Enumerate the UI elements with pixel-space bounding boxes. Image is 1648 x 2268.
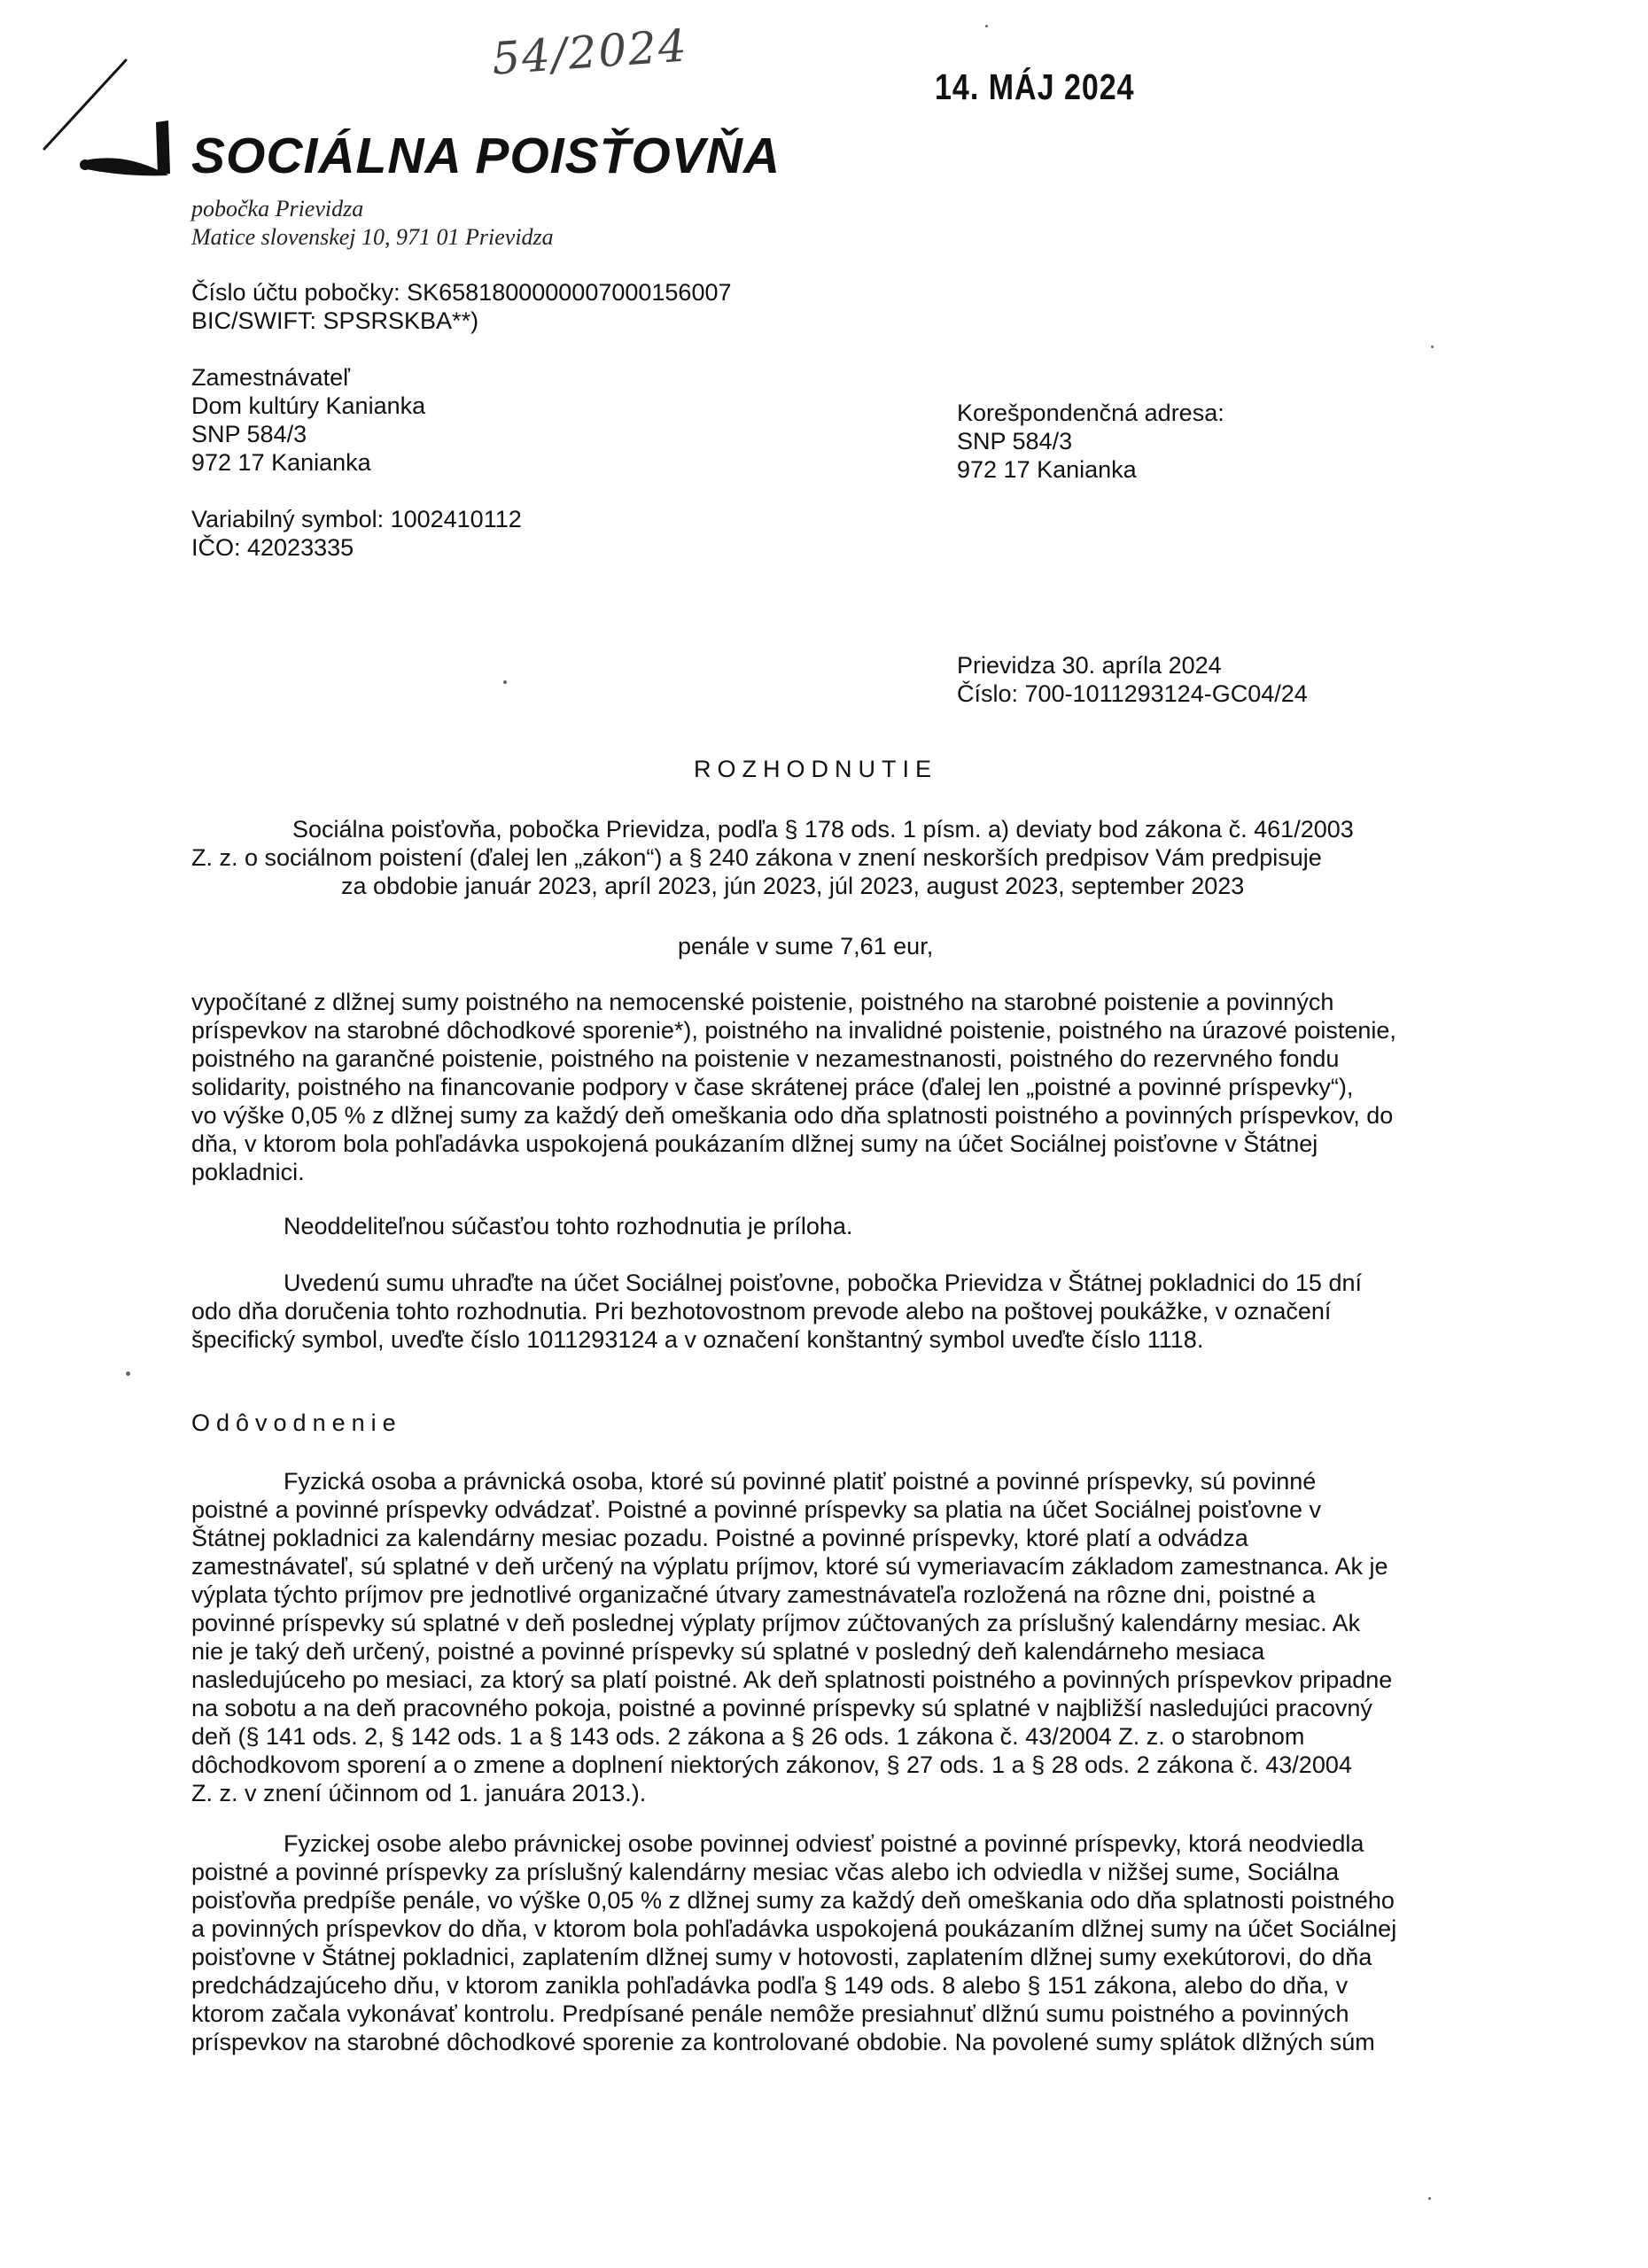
calculation-paragraph <box>191 988 1436 1186</box>
scan-speck <box>503 680 507 684</box>
correspondence-city: 972 17 Kanianka <box>957 456 1137 483</box>
reasoning-line: poistné a povinné príspevky odvádzať. Poistné a povinné príspevky sa platia na účet Sociálnej poisťovne v <box>191 1496 1322 1523</box>
scan-speck <box>126 1371 130 1376</box>
reasoning-line: výplata týchto príjmov pre jednotlivé organizačné útvary zamestnávateľa rozložená na rôzne dni, poistné a <box>191 1581 1316 1608</box>
calculation-line: vypočítané z dlžnej sumy poistného na nemocenské poistenie, poistného na starobné poistenie a povinných <box>191 989 1334 1015</box>
calculation-line: poistného na garančné poistenie, poistného na poistenie v nezamestnanosti, poistného do rezervného fondu <box>191 1045 1340 1072</box>
calculation-line: vo výške 0,05 % z dlžnej sumy za každý deň omeškania odo dňa splatnosti poistného a povinných príspevkov, do <box>191 1102 1394 1129</box>
reasoning-line: poisťovne v Štátnej pokladnici, zaplatením dlžnej sumy v hotovosti, zaplatením dlžnej sumy exekútorovi, do dňa <box>191 1944 1372 1970</box>
reasoning-line: poisťovňa predpíše penále, vo výške 0,05 % z dlžnej sumy za každý deň omeškania odo dňa splatnosti poistného <box>191 1887 1395 1914</box>
reasoning-line: nie je taký deň určený, poistné a povinné príspevky sú splatné v posledný deň kalendárneho mesiaca <box>191 1638 1265 1665</box>
reasoning-paragraph-1 <box>191 1467 1436 1807</box>
payment-line: odo dňa doručenia tohto rozhodnutia. Pri bezhotovostnom prevode alebo na poštovej poukážke, v označení <box>191 1298 1332 1324</box>
reasoning-line: na sobotu a na deň pracovného pokoja, poistné a povinné príspevky sú splatné v najbližší nasledujúci pracovný <box>191 1695 1372 1721</box>
penalty-amount: penále v sume 7,61 eur, <box>678 933 934 959</box>
calculation-line: príspevkov na starobné dôchodkové sporenie*), poistného na invalidné poistenie, poistného na úrazové poistenie, <box>191 1017 1396 1044</box>
payment-paragraph <box>191 1269 1436 1354</box>
ico-number: IČO: 42023335 <box>191 534 354 561</box>
reasoning-line: poistné a povinné príspevky za príslušný kalendárny mesiac včas alebo ich odviedla v nižšej sume, Sociálna <box>191 1859 1340 1885</box>
correspondence-label: Korešpondenčná adresa: <box>957 400 1224 426</box>
social-insurance-logo-icon <box>35 44 186 186</box>
handwritten-registry-note: 54/2024 <box>490 19 690 85</box>
correspondence-street: SNP 584/3 <box>957 428 1073 454</box>
attachment-note: Neoddeliteľnou súčasťou tohto rozhodnutia je príloha. <box>284 1213 853 1239</box>
intro-line-2: Z. z. o sociálnom poistení (ďalej len „zákon“) a § 240 zákona v znení neskorších predpisov Vám predpisuje <box>191 844 1322 871</box>
institution-name: SOCIÁLNA POISŤOVŇA <box>191 128 781 184</box>
reasoning-line: a povinných príspevkov do dňa, v ktorom bola pohľadávka uspokojená poukázaním dlžnej sumy na účet Sociálnej <box>191 1915 1397 1942</box>
employer-label: Zamestnávateľ <box>191 364 350 391</box>
branch-name: pobočka Prievidza <box>191 196 364 221</box>
scan-speck <box>985 25 988 27</box>
decision-heading: ROZHODNUTIE <box>694 756 937 782</box>
bic-swift: BIC/SWIFT: SPSRSKBA**) <box>191 307 479 334</box>
place-and-date: Prievidza 30. apríla 2024 <box>957 652 1222 679</box>
reasoning-line: dôchodkovom sporení a o zmene a doplnení niektorých zákonov, § 27 ods. 1 a § 28 ods. 2 zákona č. 43/2004 <box>191 1751 1352 1778</box>
received-date-stamp: 14. MÁJ 2024 <box>935 67 1135 108</box>
scan-speck <box>1431 346 1434 348</box>
reasoning-line: Fyzickej osobe alebo právnickej osobe povinnej odviesť poistné a povinné príspevky, ktorá neodviedla <box>284 1830 1364 1857</box>
variable-symbol: Variabilný symbol: 1002410112 <box>191 506 522 532</box>
reasoning-line: Fyzická osoba a právnická osoba, ktoré sú povinné platiť poistné a povinné príspevky, sú povinné <box>284 1468 1317 1495</box>
reference-number: Číslo: 700-1011293124-GC04/24 <box>957 680 1308 707</box>
bank-account: Číslo účtu pobočky: SK6581800000007000156007 <box>191 279 732 306</box>
reasoning-line: Štátnej pokladnici za kalendárny mesiac pozadu. Poistné a povinné príspevky, ktoré platí a odvádza <box>191 1525 1248 1551</box>
payment-line: Uvedenú sumu uhraďte na účet Sociálnej poisťovne, pobočka Prievidza v Štátnej pokladnici do 15 dní <box>284 1270 1362 1296</box>
calculation-line: solidarity, poistného na financovanie podpory v čase skrátenej práce (ďalej len „poistné a povinné príspevky“), <box>191 1074 1354 1100</box>
reasoning-line: nasledujúceho po mesiaci, za ktorý sa platí poistné. Ak deň splatnosti poistného a povinných príspevkov pripadne <box>191 1666 1393 1693</box>
employer-street: SNP 584/3 <box>191 421 307 447</box>
reasoning-line: povinné príspevky sú splatné v deň poslednej výplaty príjmov zúčtovaných za príslušný kalendárny mesiac. Ak <box>191 1610 1361 1636</box>
reasoning-line: deň (§ 141 ods. 2, § 142 ods. 1 a § 143 ods. 2 zákona a § 26 ods. 1 zákona č. 43/2004 Z. z. o starobnom <box>191 1723 1305 1750</box>
employer-city: 972 17 Kanianka <box>191 449 371 476</box>
calculation-line: pokladnici. <box>191 1159 305 1185</box>
reasoning-line: predchádzajúceho dňu, v ktorom zanikla pohľadávka podľa § 149 ods. 8 alebo § 151 zákona, alebo do dňa, v <box>191 1972 1349 1999</box>
reasoning-line: ktorom začala vykonávať kontrolu. Predpísané penále nemôže presiahnuť dlžnú sumu poistného a povinných <box>191 2000 1349 2027</box>
payment-line: špecifický symbol, uveďte číslo 1011293124 a v označení konštantný symbol uveďte číslo 1118. <box>191 1326 1204 1353</box>
intro-line-3: za obdobie január 2023, apríl 2023, jún 2023, júl 2023, august 2023, september 2023 <box>341 873 1245 899</box>
reasoning-line: Z. z. v znení účinnom od 1. januára 2013.). <box>191 1780 647 1806</box>
branch-address: Matice slovenskej 10, 971 01 Prievidza <box>191 224 554 250</box>
reasoning-line: zamestnávateľ, sú splatné v deň určený na výplatu príjmov, ktoré sú vymeriavacím základom zamestnanca. Ak je <box>191 1553 1388 1580</box>
reasoning-paragraph-2 <box>191 1829 1436 2056</box>
calculation-line: dňa, v ktorom bola pohľadávka uspokojená poukázaním dlžnej sumy na účet Sociálnej poisťovne v Štátnej <box>191 1130 1318 1157</box>
employer-name: Dom kultúry Kanianka <box>191 392 426 419</box>
intro-line-1: Sociálna poisťovňa, pobočka Prievidza, podľa § 178 ods. 1 písm. a) deviaty bod zákona č. 461/2003 <box>292 816 1354 843</box>
scan-speck <box>1428 2197 1431 2200</box>
reasoning-heading: Odôvodnenie <box>191 1410 402 1436</box>
reasoning-line: príspevkov na starobné dôchodkové sporenie za kontrolované obdobie. Na povolené sumy splátok dlžných súm <box>191 2029 1375 2055</box>
